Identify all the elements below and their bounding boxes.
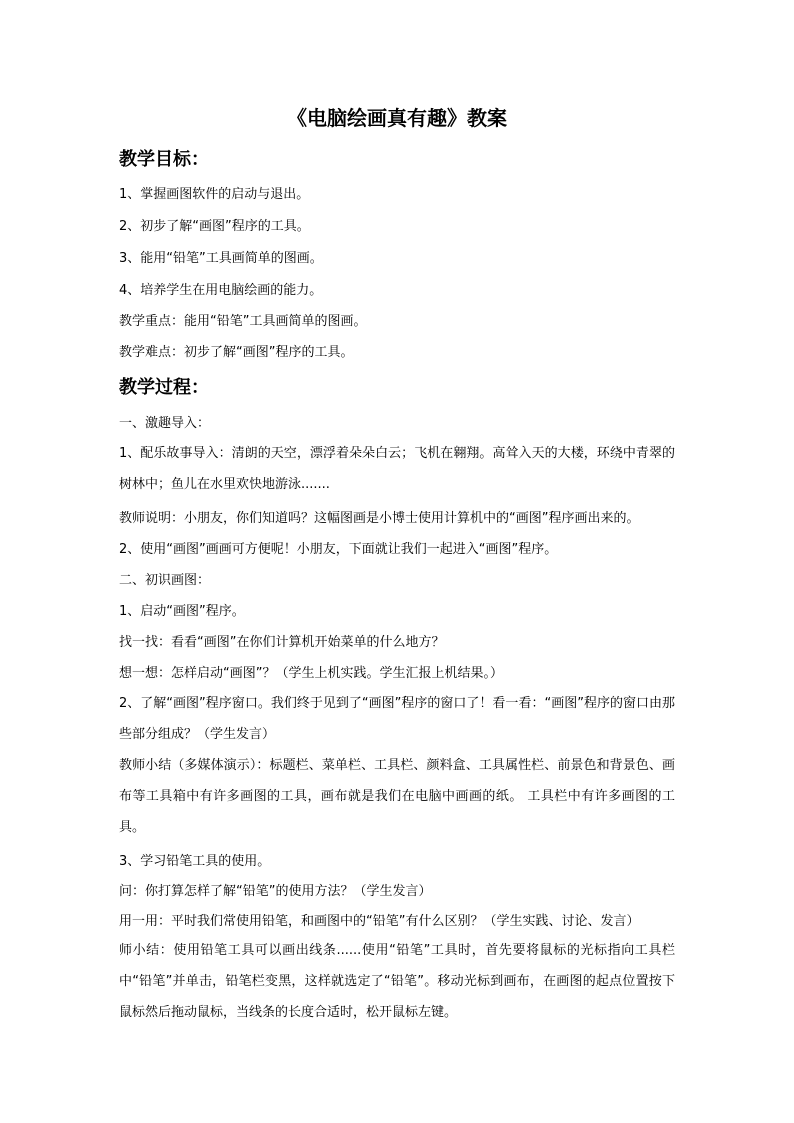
objectives-heading: 教学目标： [119, 149, 209, 170]
try-it: 用一用：平时我们常使用铅笔，和画图中的“铅笔”有什么区别？（学生实践、讨论、发言） [119, 914, 640, 929]
key-point: 教学重点：能用“铅笔”工具画简单的图画。 [119, 314, 367, 329]
teacher-explain: 教师说明：小朋友，你们知道吗？这幅图画是小博士使用计算机中的“画图”程序画出来的。 [119, 511, 640, 526]
difficult-point: 教学难点：初步了解“画图”程序的工具。 [119, 345, 354, 360]
document-title: 《电脑绘画真有趣》教案 [287, 106, 507, 130]
part2-item1: 1、启动“画图”程序。 [119, 604, 245, 619]
find-question: 找一找：看看“画图”在你们计算机开始菜单的什么地方？ [119, 635, 445, 650]
teacher-summary-2: 师小结：使用铅笔工具可以画出线条......使用“铅笔”工具时，首先要将鼠标的光标指向工具栏中“铅笔”并单击，铅笔栏变黑，这样就选定了“铅笔”。移动光标到画布，在画图的起点位置按下鼠标然后拖动鼠标，当线条的长度合适时，松开鼠标左键。 [119, 943, 675, 1020]
objective-item: 4、培养学生在用电脑绘画的能力。 [119, 283, 323, 298]
objective-item: 2、初步了解“画图”程序的工具。 [119, 219, 310, 234]
part2-title: 二、初识画图： [119, 573, 211, 588]
part2-item2: 2、了解“画图”程序窗口。我们终于见到了“画图”程序的窗口了！看一看：“画图”程序的窗口由那些部分组成？（学生发言） [119, 696, 675, 742]
question: 问：你打算怎样了解“铅笔”的使用方法？（学生发言） [119, 884, 432, 899]
objective-item: 1、掌握画图软件的启动与退出。 [119, 187, 310, 202]
part1-item2: 2、使用“画图”画画可方便呢！小朋友，下面就让我们一起进入“画图”程序。 [119, 542, 558, 557]
process-heading: 教学过程： [119, 377, 209, 398]
think-question: 想一想：怎样启动“画图”？（学生上机实践。学生汇报上机结果。） [119, 666, 503, 681]
part2-item3: 3、学习铅笔工具的使用。 [119, 854, 271, 869]
objective-item: 3、能用“铅笔”工具画简单的图画。 [119, 251, 323, 266]
part1-title: 一、激趣导入： [119, 416, 211, 431]
part1-item1: 1、配乐故事导入：清朗的天空，漂浮着朵朵白云；飞机在翱翔。高耸入天的大楼，环绕中青翠的树林中；鱼儿在水里欢快地游泳....... [119, 446, 675, 492]
teacher-summary: 教师小结（多媒体演示）：标题栏、菜单栏、工具栏、颜料盒、工具属性栏、前景色和背景色、画布等工具箱中有许多画图的工具，画布就是我们在电脑中画画的纸。 工具栏中有许多画图的工具。 [119, 758, 675, 835]
